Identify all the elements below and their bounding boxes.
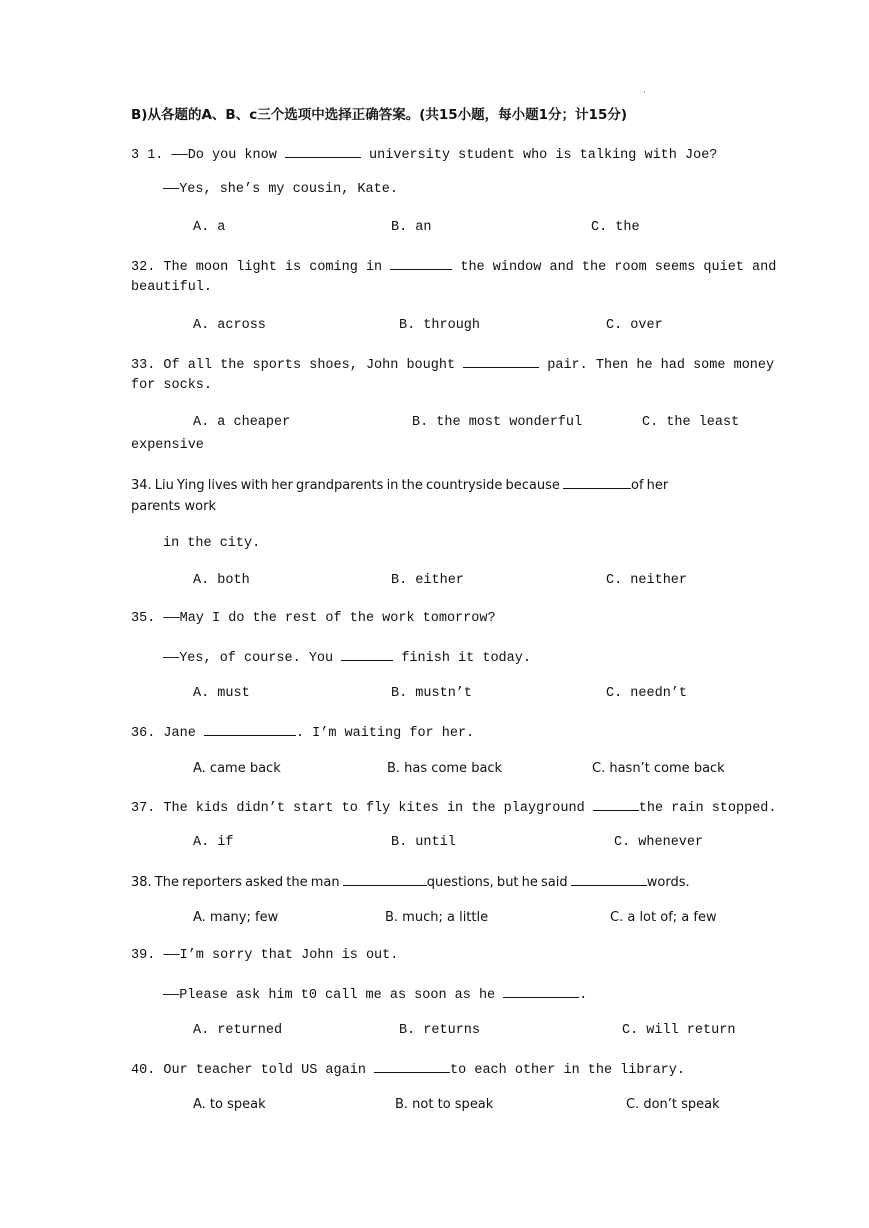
option-a: A. returned xyxy=(193,1023,283,1038)
question-32: 32. The moon light is coming in the window and the room seems quiet and xyxy=(131,256,776,277)
question-39-reply: ——Please ask him t0 call me as soon as he . xyxy=(163,984,587,1005)
answer-blank xyxy=(463,354,539,368)
option-b: B. either xyxy=(391,573,464,588)
answer-blank xyxy=(593,797,639,811)
question-32-cont: beautiful. xyxy=(131,280,213,295)
answer-blank xyxy=(571,872,647,886)
option-c: C. whenever xyxy=(614,835,704,850)
question-35: 35. ——May I do the rest of the work tomorrow? xyxy=(131,611,496,626)
question-34-cont2: in the city. xyxy=(163,536,261,551)
option-c: C. over xyxy=(606,318,663,333)
question-38: 38. The reporters asked the man questions, but he said words. xyxy=(131,872,690,892)
stray-dot: · xyxy=(642,88,647,97)
option-a: A. a cheaper xyxy=(193,415,291,430)
question-37: 37. The kids didn’t start to fly kites in the playground the rain stopped. xyxy=(131,797,777,818)
option-a: A. many; few xyxy=(193,910,279,925)
option-b: B. returns xyxy=(399,1023,481,1038)
option-c: C. a lot of; a few xyxy=(610,910,717,925)
question-33: 33. Of all the sports shoes, John bought pair. Then he had some money xyxy=(131,354,774,375)
answer-blank xyxy=(341,647,393,661)
question-34: 34. Liu Ying lives with her grandparents in the countryside because of her xyxy=(131,475,668,495)
option-a: A. must xyxy=(193,686,250,701)
option-b: B. mustn’t xyxy=(391,686,473,701)
question-34-cont: parents work xyxy=(131,499,216,514)
question-35-reply: ——Yes, of course. You finish it today. xyxy=(163,647,531,668)
answer-blank xyxy=(204,722,296,736)
option-a: A. to speak xyxy=(193,1097,266,1112)
option-c: C. the least xyxy=(642,415,740,430)
answer-blank xyxy=(563,475,631,489)
option-c: C. needn’t xyxy=(606,686,688,701)
option-a: A. if xyxy=(193,835,234,850)
option-b: B. an xyxy=(391,220,432,235)
question-39: 39. ——I’m sorry that John is out. xyxy=(131,948,399,963)
option-a: A. both xyxy=(193,573,250,588)
option-a: A. came back xyxy=(193,761,281,776)
option-c: C. neither xyxy=(606,573,688,588)
option-c-cont: expensive xyxy=(131,438,204,453)
option-a: A. a xyxy=(193,220,226,235)
question-40: 40. Our teacher told US again to each other in the library. xyxy=(131,1059,685,1080)
option-b: B. not to speak xyxy=(395,1097,494,1112)
option-b: B. the most wonderful xyxy=(412,415,583,430)
option-c: C. hasn’t come back xyxy=(592,761,725,776)
option-c: C. will return xyxy=(622,1023,736,1038)
question-33-cont: for socks. xyxy=(131,378,213,393)
option-c: C. don’t speak xyxy=(626,1097,720,1112)
question-31: 3 1. ——Do you know university student who is talking with Joe? xyxy=(131,144,717,165)
answer-blank xyxy=(374,1059,450,1073)
option-a: A. across xyxy=(193,318,266,333)
answer-blank xyxy=(503,984,579,998)
question-31-reply: ——Yes, she’s my cousin, Kate. xyxy=(163,182,398,197)
option-c: C. the xyxy=(591,220,640,235)
option-b: B. through xyxy=(399,318,481,333)
answer-blank xyxy=(343,872,427,886)
answer-blank xyxy=(390,256,452,270)
option-b: B. much; a little xyxy=(385,910,489,925)
section-header: B)从各题的A、B、c三个选项中选择正确答案。(共15小题，每小题1分；计15分) xyxy=(131,107,628,123)
option-b: B. until xyxy=(391,835,456,850)
answer-blank xyxy=(285,144,361,158)
option-b: B. has come back xyxy=(387,761,503,776)
question-36: 36. Jane . I’m waiting for her. xyxy=(131,722,474,743)
